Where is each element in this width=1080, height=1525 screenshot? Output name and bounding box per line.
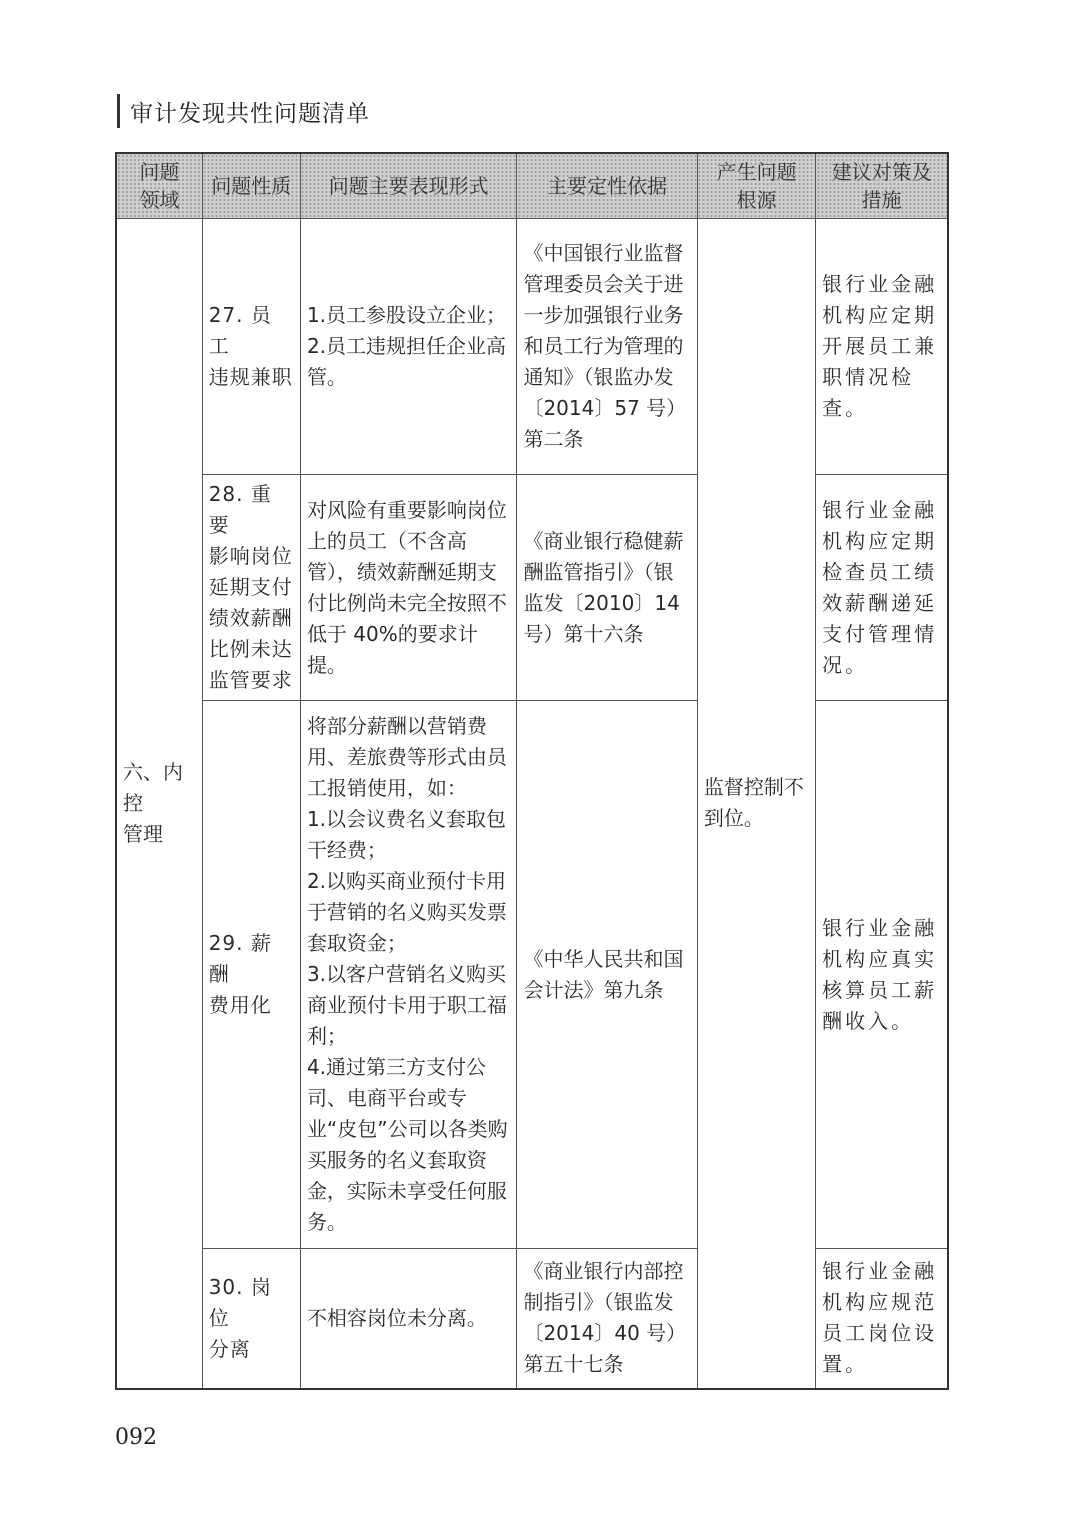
basis-cell: 《中华人民共和国会计法》第九条 [517, 701, 697, 1249]
audit-issues-table [115, 152, 949, 1390]
table-row [116, 1249, 948, 1389]
issue-nature-cell: 30. 岗 位 分离 [202, 1249, 300, 1389]
page-header-title: 审计发现共性问题清单 [130, 101, 370, 127]
suggestion-cell: 银行业金融机构应真实核算员工薪酬收入。 [816, 701, 948, 1249]
issue-area-cell: 六、内控 管理 [116, 219, 202, 1389]
basis-cell: 《商业银行内部控制指引》（银监发〔2014〕40 号）第五十七条 [517, 1249, 697, 1389]
suggestion-cell: 银行业金融机构应规范员工岗位设置。 [816, 1249, 948, 1389]
column-header-nature: 问题性质 [202, 153, 300, 219]
column-header-root-cause: 产生问题 根源 [697, 153, 815, 219]
issue-nature-cell: 28. 重 要 影响岗位 延期支付 绩效薪酬 比例未达 监管要求 [202, 475, 300, 701]
column-header-suggestion: 建议对策及 措施 [816, 153, 948, 219]
manifestation-cell: 不相容岗位未分离。 [300, 1249, 517, 1389]
suggestion-cell: 银行业金融机构应定期开展员工兼职情况检查。 [816, 219, 948, 475]
suggestion-cell: 银行业金融机构应定期检查员工绩效薪酬递延支付管理情况。 [816, 475, 948, 701]
table-row [116, 701, 948, 1249]
table-header-row [116, 153, 948, 219]
page-number: 092 [115, 1425, 157, 1450]
manifestation-cell: 对风险有重要影响岗位上的员工（不含高管），绩效薪酬延期支付比例尚未完全按照不低于 40%的要求计提。 [300, 475, 517, 701]
column-header-area: 问题 领域 [116, 153, 202, 219]
table-row [116, 219, 948, 475]
header-rule [117, 94, 120, 128]
manifestation-cell: 1.员工参股设立企业； 2.员工违规担任企业高管。 [300, 219, 517, 475]
column-header-basis: 主要定性依据 [517, 153, 697, 219]
table-row [116, 475, 948, 701]
manifestation-cell: 将部分薪酬以营销费用、差旅费等形式由员工报销使用，如： 1.以会议费名义套取包干经费； 2.以购买商业预付卡用于营销的名义购买发票套取资金； 3.以客户营销名义购买商业预付卡用于职工福利； 4.通过第三方支付公司、电商平台或专业“皮包”公司以各类购买服务的名义套取资金，实际未享受任何服务。 [300, 701, 517, 1249]
issue-nature-cell: 29. 薪 酬 费用化 [202, 701, 300, 1249]
issue-nature-cell: 27. 员 工 违规兼职 [202, 219, 300, 475]
root-cause-cell: 监督控制不 到位。 [697, 219, 815, 1389]
basis-cell: 《中国银行业监督管理委员会关于进一步加强银行业务和员工行为管理的通知》（银监办发〔2014〕57 号）第二条 [517, 219, 697, 475]
basis-cell: 《商业银行稳健薪酬监管指引》（银监发〔2010〕14 号）第十六条 [517, 475, 697, 701]
column-header-manifestation: 问题主要表现形式 [300, 153, 517, 219]
